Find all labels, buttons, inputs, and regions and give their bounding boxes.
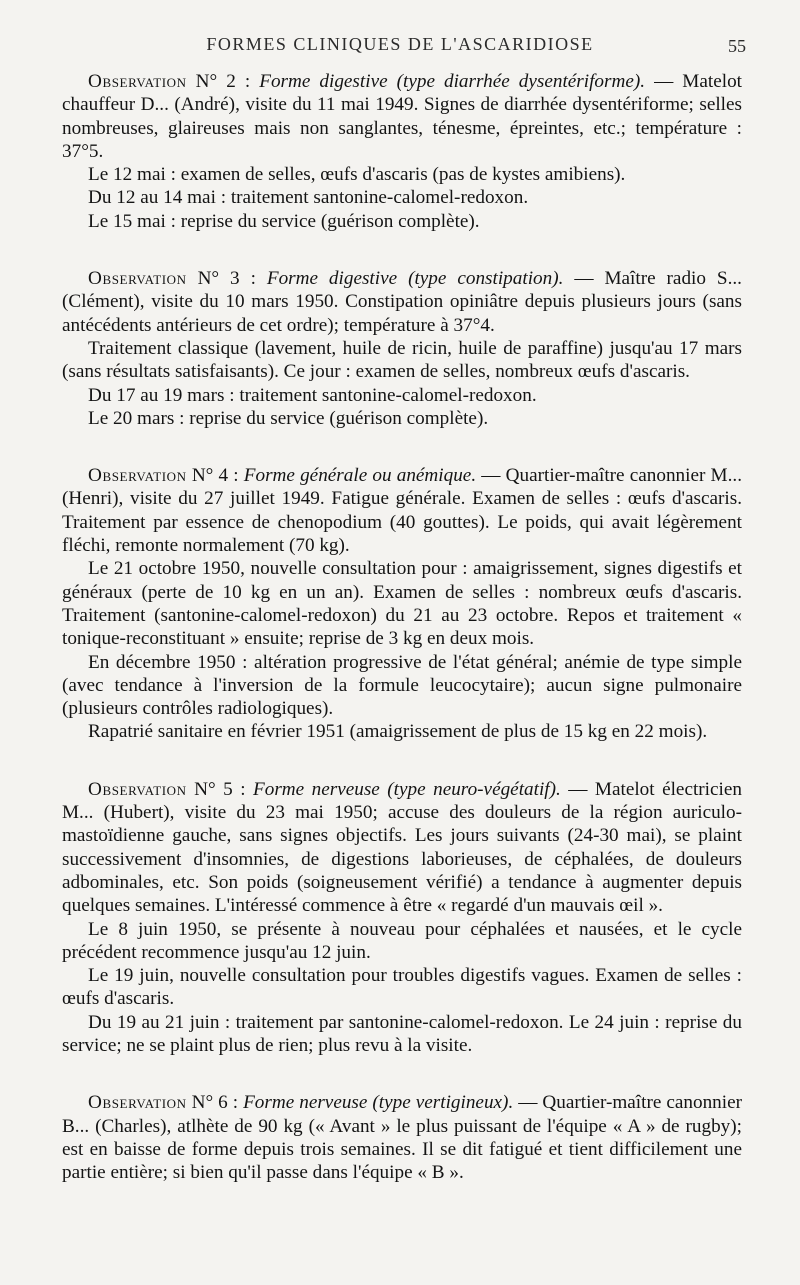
observation-intro	[62, 267, 742, 337]
observation-paragraph: En décembre 1950 : altération progressive de l'état général; anémie de type simple (avec tendance à l'inversion de la formule leucocytaire); aucun signe pulmonaire (plusieurs contrôles radiologiques).	[62, 651, 742, 720]
observation-number: N° 6 :	[191, 1092, 244, 1114]
observation-form: Forme digestive (type diarrhée dysentériforme).	[259, 71, 646, 92]
observation-intro	[62, 1091, 742, 1184]
observation-3	[62, 267, 742, 430]
observation-paragraph: Le 12 mai : examen de selles, œufs d'ascaris (pas de kystes amibiens).	[88, 164, 626, 186]
observation-intro-text: — Quartier-maître canonnier M... (Henri), visite du 27 juillet 1949. Fatigue générale. Examen de selles : œufs d'ascaris. Traitement par essence de chenopodium (40 gouttes). Le poids, qui avait légèrement fléchi, remonte normalement (70 kg).	[62, 465, 742, 557]
observation-5	[62, 778, 742, 1058]
observation-form: Forme générale ou anémique.	[243, 465, 477, 487]
observation-paragraph: Du 19 au 21 juin : traitement par santonine-calomel-redoxon. Le 24 juin : reprise du service; ne se plaint plus de rien; plus revu à la visite.	[62, 1011, 742, 1056]
observation-label: Observation	[88, 778, 187, 800]
observation-intro	[62, 778, 742, 918]
observation-intro-text: — Maître radio S... (Clément), visite du 10 mars 1950. Constipation opiniâtre depuis plusieurs jours (sans antécédents antérieurs de cet ordre); température à 37°4.	[62, 268, 742, 336]
observation-paragraph: Le 21 octobre 1950, nouvelle consultation pour : amaigrissement, signes digestifs et généraux (perte de 10 kg en un an). Examen de selles : nombreux œufs d'ascaris. Traitement (santonine-calomel-redoxon) du 21 au 23 octobre. Repos et traitement « tonique-reconstituant » ensuite; reprise de 3 kg en deux mois.	[62, 558, 742, 650]
observation-intro	[62, 464, 742, 557]
observation-intro	[62, 70, 742, 163]
observation-4	[62, 464, 742, 744]
observation-paragraph: Le 15 mai : reprise du service (guérison complète).	[88, 210, 480, 232]
observation-label: Observation	[88, 465, 187, 487]
observation-number: N° 2 :	[195, 71, 260, 92]
observation-number: N° 4 :	[191, 465, 244, 487]
observation-label: Observation	[88, 1092, 187, 1114]
observation-paragraph: Du 12 au 14 mai : traitement santonine-calomel-redoxon.	[88, 187, 529, 209]
observation-6	[62, 1091, 742, 1184]
running-head	[0, 34, 800, 58]
running-title: FORMES CLINIQUES DE L'ASCARIDIOSE	[206, 34, 594, 54]
page-number: 55	[728, 36, 746, 56]
observation-form: Forme nerveuse (type vertigineux).	[243, 1092, 514, 1114]
body-text	[62, 70, 742, 1218]
observation-number: N° 5 :	[194, 778, 253, 800]
observation-paragraph: Rapatrié sanitaire en février 1951 (amaigrissement de plus de 15 kg en 22 mois).	[88, 721, 708, 743]
observation-form: Forme nerveuse (type neuro-végétatif).	[253, 778, 561, 800]
observation-paragraph: Le 8 juin 1950, se présente à nouveau pour céphalées et nausées, et le cycle précédent recommence jusqu'au 12 juin.	[62, 918, 742, 963]
observation-paragraph: Le 19 juin, nouvelle consultation pour troubles digestifs vagues. Examen de selles : œufs d'ascaris.	[62, 965, 742, 1010]
observation-label: Observation	[88, 71, 187, 92]
observation-paragraph: Le 20 mars : reprise du service (guérison complète).	[88, 407, 489, 429]
observation-number: N° 3 :	[197, 268, 267, 290]
observation-form: Forme digestive (type constipation).	[266, 268, 564, 290]
observation-paragraph: Traitement classique (lavement, huile de ricin, huile de paraffine) jusqu'au 17 mars (sans résultats satisfaisants). Ce jour : examen de selles, nombreux œufs d'ascaris.	[62, 337, 742, 383]
observation-2	[62, 70, 742, 233]
observation-intro-text: — Matelot chauffeur D... (André), visite du 11 mai 1949. Signes de diarrhée dysentériforme; selles nombreuses, glaireuses mais non sanglantes, ténesme, épreintes, etc.; température : 37°5.	[62, 71, 742, 162]
observation-intro-text: — Quartier-maître canonnier B... (Charles), atlhète de 90 kg (« Avant » le plus puissant de l'équipe « A » de rugby); est en baisse de forme depuis trois semaines. Il se dit fatigué et tient difficilement une partie entière; si bien qu'il passe dans l'équipe « B ».	[62, 1092, 742, 1184]
observation-intro-text: — Matelot électricien M... (Hubert), visite du 23 mai 1950; accuse des douleurs de la région auriculo-mastoïdienne gauche, sans signes objectifs. Les jours suivants (24-30 mai), se plaint successivement d'insomnies, de digestions laborieuses, de céphalées, de douleurs adbominales, etc. Son poids (soigneusement vérifié) a tendance à augmenter depuis quelques semaines. L'intéressé commence à être « regardé d'un mauvais œil ».	[62, 778, 742, 917]
observation-label: Observation	[88, 268, 187, 290]
observation-paragraph: Du 17 au 19 mars : traitement santonine-calomel-redoxon.	[88, 384, 537, 406]
